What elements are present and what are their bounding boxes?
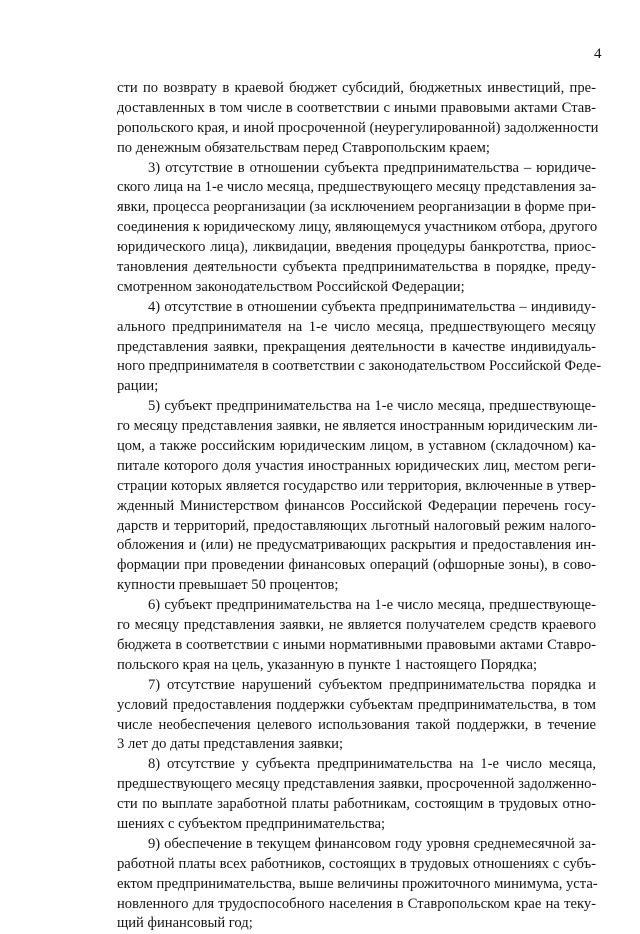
paragraph — [117, 79, 599, 159]
text-line: 4) отсутствие в отношении субъекта предпринимательства – индивиду- — [148, 298, 596, 315]
text-line: смотренном законодательством Российской Федерации; — [117, 278, 465, 295]
text-line: юридического лица), ликвидации, введения процедуры банкротства, приос- — [117, 239, 596, 256]
text-line: бюджета в соответствии с иными нормативными правовыми актами Ставро- — [117, 636, 596, 653]
text-line: ного предпринимателя в соответствии с законодательством Российской Феде- — [117, 358, 602, 375]
text-line: новленного для трудоспособного населения в Ставропольском крае на теку- — [117, 895, 596, 912]
text-line: ропольского края, и иной просроченной (неурегулированной) задолженности — [117, 119, 599, 136]
text-line: работной платы всех работников, состоящих в трудовых отношениях с субъ- — [117, 855, 596, 872]
text-line: ектом предпринимательства, выше величины прожиточного минимума, уста- — [117, 875, 598, 892]
text-line: обложения и (или) не предусматривающих раскрытия и предоставления ин- — [117, 537, 596, 554]
text-line: рации; — [117, 378, 159, 395]
text-line: щий финансовый год; — [117, 915, 253, 932]
text-line: польского края на цель, указанную в пункте 1 настоящего Порядка; — [117, 656, 538, 673]
text-line: ского лица на 1-е число месяца, предшествующего месяцу представления за- — [117, 179, 597, 196]
text-line: 8) отсутствие у субъекта предпринимательства на 1-е число месяца, — [148, 756, 596, 773]
text-line: 9) обеспечение в текущем финансовом году уровня среднемесячной за- — [148, 835, 596, 852]
text-line: сти по выплате заработной платы работникам, состоящим в трудовых отно- — [117, 796, 596, 813]
paragraph — [117, 159, 596, 298]
text-line: страции которых является государство или территория, включенные в утвер- — [117, 477, 596, 494]
text-line: цом, а также российским юридическим лицом, в уставном (складочном) ка- — [117, 438, 596, 455]
paragraph — [117, 676, 596, 756]
text-line: сти по возврату в краевой бюджет субсидий, бюджетных инвестиций, пре- — [117, 80, 596, 96]
text-line: жденный Министерством финансов Российской Федерации перечень госу- — [117, 497, 596, 514]
text-line: дарств и территорий, предоставляющих льготный налоговый режим налого- — [117, 517, 596, 534]
text-line: предшествующего месяцу представления заявки, просроченной задолженно- — [117, 776, 597, 793]
text-line: явки, процесса реорганизации (за исключением реорганизации в форме при- — [117, 199, 596, 216]
text-line: представления заявки, прекращения деятельности в качестве индивидуаль- — [117, 338, 596, 355]
text-line: числе необеспечения целевого использования такой поддержки, в течение — [117, 716, 596, 733]
text-line: 5) субъект предпринимательства на 1-е число месяца, предшествующе- — [148, 398, 596, 415]
text-line: 3 лет до даты представления заявки; — [117, 736, 344, 753]
paragraph — [117, 298, 602, 397]
text-line: 7) отсутствие нарушений субъектом предпринимательства порядка и — [148, 676, 596, 693]
text-line: шениях с субъектом предпринимательства; — [117, 815, 386, 832]
page-number: 4 — [594, 46, 602, 62]
text-line: соединения к юридическому лицу, являющемуся участником отбора, другого — [117, 219, 598, 236]
paragraph — [117, 755, 596, 835]
text-line: доставленных в том числе в соответствии с иными правовыми актами Став- — [117, 99, 596, 116]
text-line: ального предпринимателя на 1-е число месяца, предшествующего месяцу — [117, 318, 596, 335]
text-line: условий предоставления поддержки субъектам предпринимательства, в том — [117, 696, 596, 713]
text-line: по денежным обязательствам перед Ставропольским краем; — [117, 139, 490, 156]
paragraph — [117, 596, 596, 676]
document-body — [117, 79, 602, 934]
text-line: го месяцу представления заявки, не является иностранным юридическим ли- — [117, 418, 598, 435]
text-line: 3) отсутствие в отношении субъекта предпринимательства – юридиче- — [148, 159, 596, 176]
text-line: 6) субъект предпринимательства на 1-е число месяца, предшествующе- — [148, 597, 596, 614]
paragraph — [117, 397, 596, 596]
text-line: питале которого доля участия иностранных юридических лиц, местом реги- — [117, 457, 596, 474]
text-line: тановления деятельности субъекта предпринимательства в порядке, преду- — [117, 259, 596, 276]
text-line: формации при проведении финансовых операций (офшорные зоны), в сово- — [117, 557, 596, 574]
paragraph — [117, 835, 596, 934]
text-line: го месяцу представления заявки, не является получателем средств краевого — [117, 617, 596, 634]
text-line: купности превышает 50 процентов; — [117, 577, 339, 594]
